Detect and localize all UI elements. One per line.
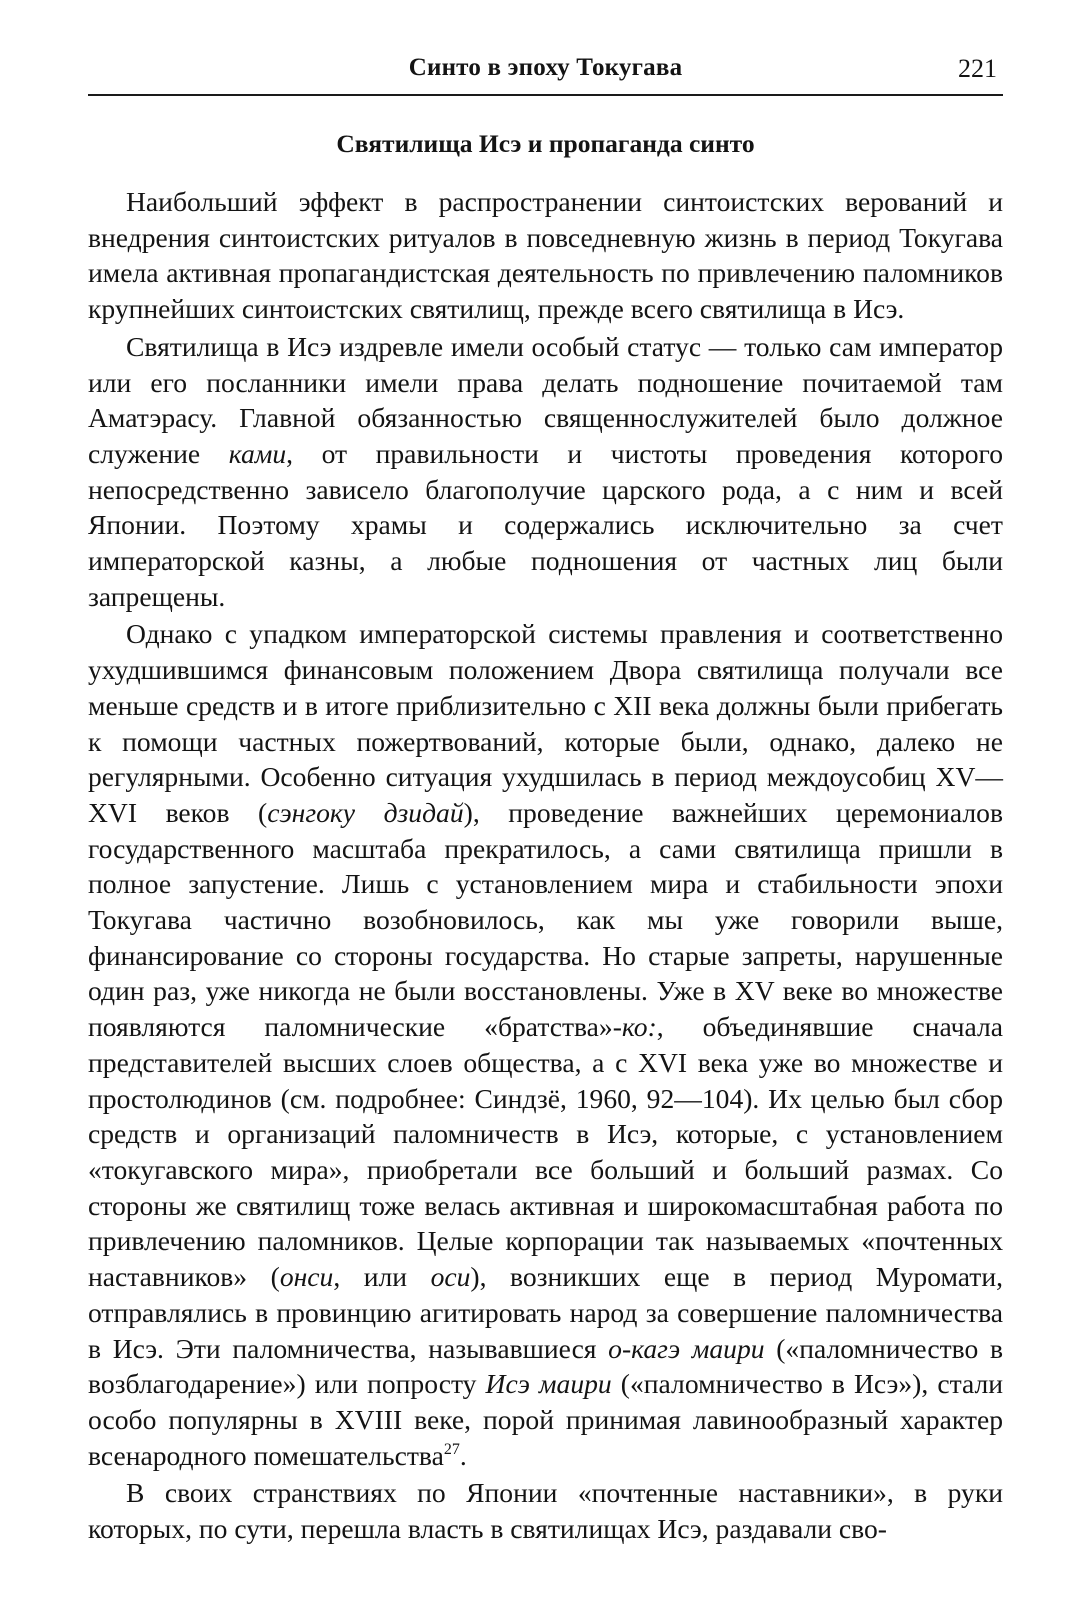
term-kami: ками bbox=[228, 437, 287, 469]
paragraph-3-text-4: , или bbox=[333, 1261, 431, 1293]
paragraph-2-text-2: , от правильности и чистоты проведения которого непосредственно зависело благополучие царского рода, а с ним и всей Японии. Поэтому храмы и содержались исключительно за счет императорской казны, а любые подношения от частных лиц были запрещены. bbox=[88, 437, 1003, 612]
paragraph-4-text: В своих странствиях по Японии «почтенные наставники», в руки которых, по сути, перешла власть в святилищах Исэ, раздавали сво- bbox=[88, 1477, 1003, 1545]
book-page bbox=[88, 48, 1003, 1547]
paragraph-2-text-1: Святилища в Исэ издревле имели особый статус — только сам император или его посланники имели права делать подношение почитаемой там Аматэрасу. Главной обязанностью священнослужителей было должное служение bbox=[88, 330, 1003, 469]
paragraph-2 bbox=[88, 329, 1003, 615]
paragraph-3-text-3: , объединявшие сначала представителей высших слоев общества, а с XVI века уже во множестве и простолюдинов (см. подробнее: Синдзё, 1960, 92—104). Их целью был сбор средств и организаций паломничеств в Исэ, которые, с установлением «токугавского мира», приобретали все больший и больший размах. Со стороны же святилищ тоже велась активная и широкомасштабная работа по привлечению паломников. Целые корпорации так называемых «почтенных наставников» ( bbox=[88, 1011, 1003, 1293]
paragraph-3-text-1: Однако с упадком императорской системы правления и соответственно ухудшившимся финансовым положением Двора святилища получали все меньше средств и в итоге приблизительно с XII века должны были прибегать к помощи частных пожертвований, которые были, однако, далеко не регулярными. Особенно ситуация ухудшилась в период междоусобиц XV—XVI веков ( bbox=[88, 618, 1003, 828]
running-header bbox=[88, 48, 1003, 96]
paragraph-3-text-8: . bbox=[459, 1439, 467, 1471]
term-ise-mairi: Исэ маири bbox=[485, 1368, 612, 1400]
paragraph-1-text: Наибольший эффект в распространении синтоистских верований и внедрения синтоистских ритуалов в повседневную жизнь в период Токугава имела активная пропагандистская деятельность по привлечению паломников крупнейших синтоистских святилищ, прежде всего святилища в Исэ. bbox=[88, 186, 1003, 325]
term-ko: ко: bbox=[621, 1011, 657, 1043]
footnote-reference[interactable]: 27 bbox=[443, 1440, 460, 1458]
term-okage-mairi: о-кагэ маири bbox=[608, 1332, 765, 1364]
running-title: Синто в эпоху Токугава bbox=[408, 54, 683, 81]
paragraph-1 bbox=[88, 184, 1003, 327]
paragraph-4 bbox=[88, 1475, 1003, 1546]
body-text bbox=[88, 184, 1003, 1547]
term-osi: оси bbox=[430, 1261, 471, 1293]
section-heading: Святилища Исэ и пропаганда синто bbox=[336, 129, 755, 158]
page-number: 221 bbox=[958, 54, 997, 83]
term-onsi: онси bbox=[279, 1261, 334, 1293]
paragraph-3-text-2: ), проведение важнейших церемониалов государственного масштаба прекратилось, а сами святилища пришли в полное запустение. Лишь с установлением мира и стабильности эпохи Токугава частично возобновилось, как мы уже говорили выше, финансирование со стороны государства. Но старые запреты, нарушенные один раз, уже никогда не были восстановлены. Уже в XV веке во множестве появляются паломнические «братства»- bbox=[88, 796, 1003, 1043]
paragraph-3-text-5: ), возникших еще в период Муромати, отправлялись в провинцию агитировать народ за совершение паломничества в Исэ. Эти паломничества, называвшиеся bbox=[88, 1261, 1004, 1364]
paragraph-3-text-6: («паломничество в возблагодарение») или попросту bbox=[88, 1332, 1003, 1400]
paragraph-3-text-7: («паломничество в Исэ»), стали особо популярны в XVIII веке, порой принимая лавинообразный характер всенародного помешательства bbox=[88, 1368, 1003, 1471]
term-sengoku-jidai: сэнгоку дзидай bbox=[267, 796, 464, 828]
paragraph-3 bbox=[88, 616, 1003, 1473]
